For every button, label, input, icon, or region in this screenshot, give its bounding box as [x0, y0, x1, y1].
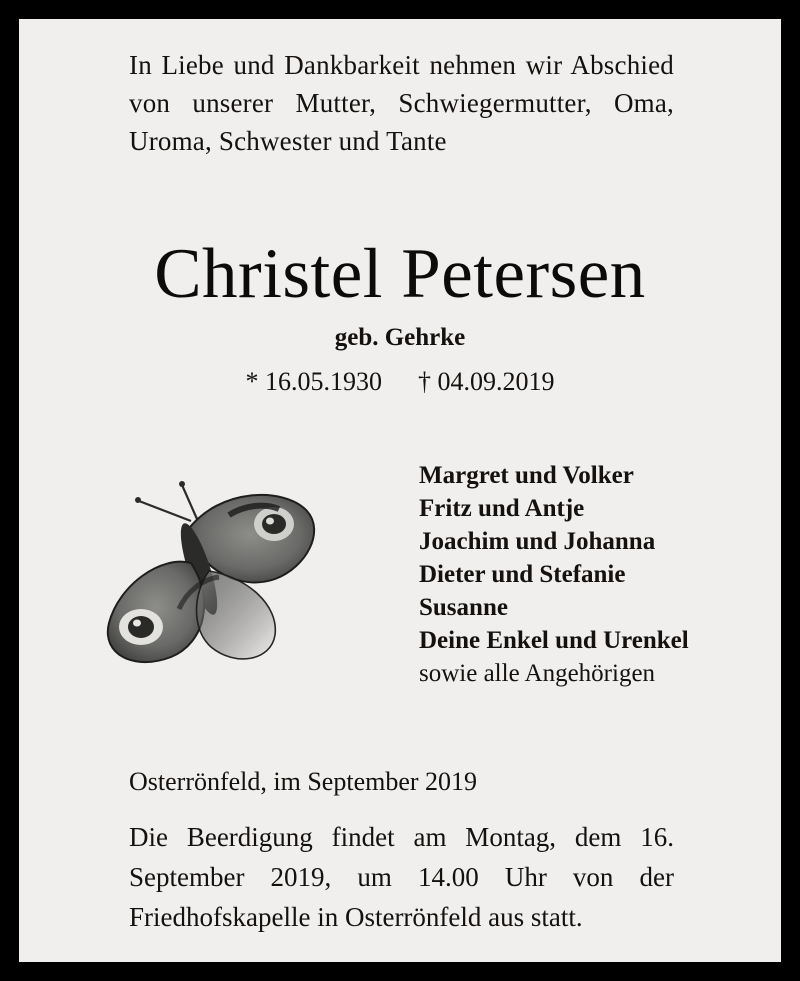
list-item: Deine Enkel und Urenkel: [419, 627, 689, 654]
place-and-date: Osterrönfeld, im September 2019: [129, 767, 478, 796]
mourners-list: [419, 459, 749, 690]
death-date: † 04.09.2019: [418, 367, 555, 396]
list-item: Joachim und Johanna: [419, 528, 656, 555]
deceased-name: Christel Petersen: [154, 235, 646, 313]
list-item: Susanne: [419, 594, 508, 621]
butterfly-icon: [79, 459, 319, 679]
birth-date: * 16.05.1930: [245, 367, 382, 396]
list-item: sowie alle Angehörigen: [419, 660, 656, 687]
intro-text: In Liebe und Dankbarkeit nehmen wir Abschied von unserer Mutter, Schwiegermutter, Oma, Uroma, Schwester und Tante: [129, 50, 674, 156]
maiden-name: geb. Gehrke: [334, 324, 466, 351]
funeral-details: Die Beerdigung findet am Montag, dem 16. September 2019, um 14.00 Uhr von der Friedhofskapelle in Osterrönfeld aus statt.: [129, 822, 674, 932]
obituary-notice: [19, 19, 781, 962]
list-item: Dieter und Stefanie: [419, 561, 626, 588]
list-item: Margret und Volker: [419, 462, 634, 489]
list-item: Fritz und Antje: [419, 495, 585, 522]
life-dates: [19, 367, 781, 397]
